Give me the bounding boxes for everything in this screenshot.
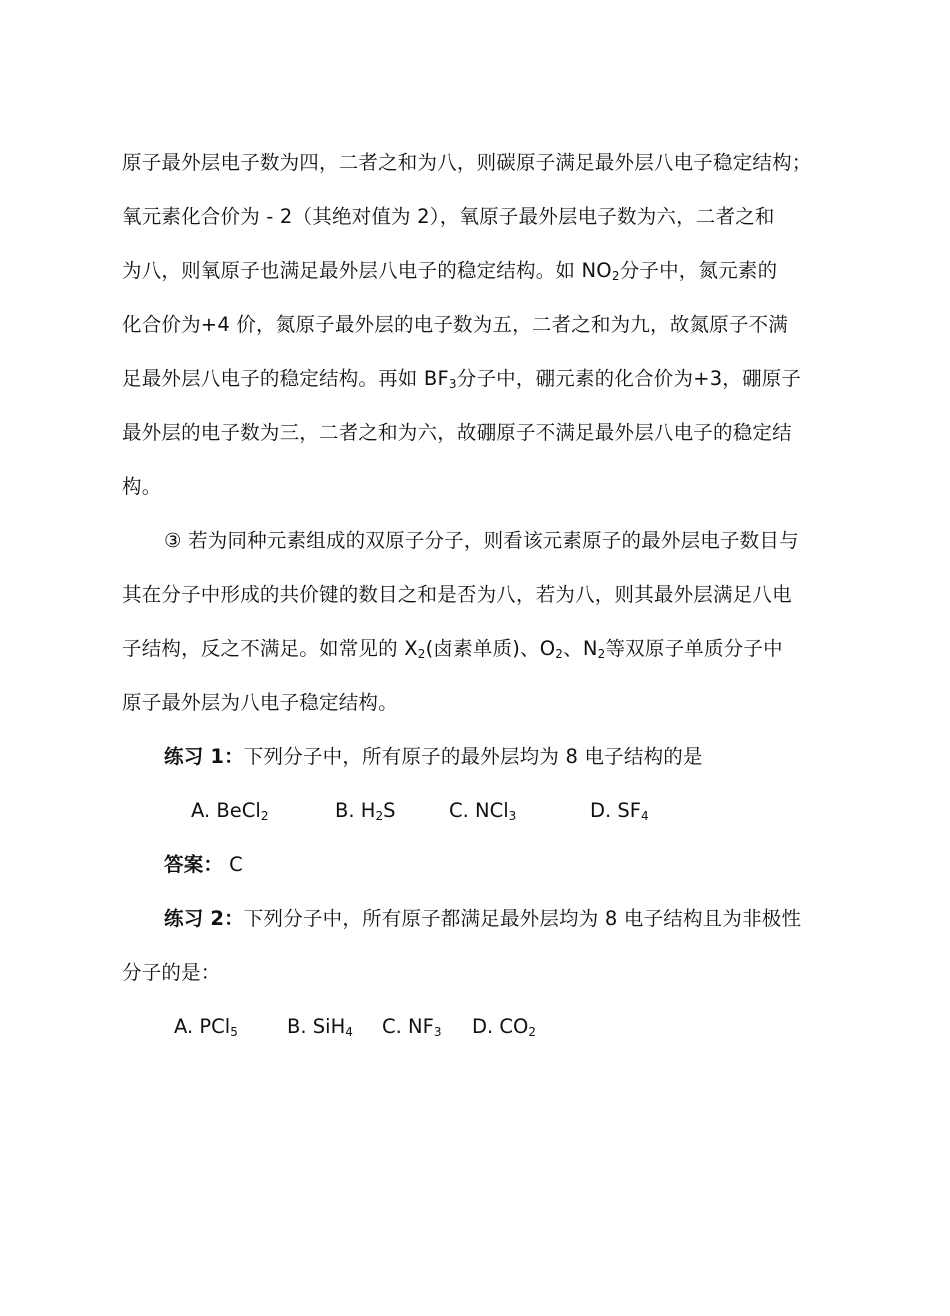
text-line xyxy=(122,688,398,718)
text-line xyxy=(122,364,801,394)
subscript: 2 xyxy=(555,647,564,661)
text-line xyxy=(122,634,783,664)
option-d xyxy=(590,796,649,826)
question-text: 下列分子中，所有原子都满足最外层均为 8 电子结构且为非极性 xyxy=(243,907,802,930)
option-text: D. CO xyxy=(472,1015,529,1038)
subscript: 2 xyxy=(611,269,620,283)
text-line xyxy=(122,580,792,610)
text-span: ③ 若为同种元素组成的双原子分子，则看该元素原子的最外层电子数目与 xyxy=(164,529,799,552)
subscript: 2 xyxy=(597,647,606,661)
subscript: 2 xyxy=(375,809,384,823)
question-text: 分子的是： xyxy=(122,961,221,984)
option-b xyxy=(335,796,395,826)
answer-label: 答案： xyxy=(164,853,224,876)
text-line xyxy=(122,310,788,340)
answer-value: C xyxy=(229,853,243,876)
text-line xyxy=(122,418,792,448)
question-text: 下列分子中，所有原子的最外层均为 8 电子结构的是 xyxy=(243,745,703,768)
text-line xyxy=(122,202,775,232)
subscript: 3 xyxy=(433,1025,442,1039)
text-span: 氧元素化合价为 - 2（其绝对值为 2），氧原子最外层电子数为六，二者之和 xyxy=(122,205,775,228)
subscript: 4 xyxy=(345,1025,353,1039)
option-text: C. NF xyxy=(382,1015,434,1038)
option-c xyxy=(382,1012,441,1042)
text-span: 最外层的电子数为三，二者之和为六，故硼原子不满足最外层八电子的稳定结 xyxy=(122,421,792,444)
text-line xyxy=(122,958,221,988)
option-text: B. SiH xyxy=(287,1015,346,1038)
exercise-label: 练习 1： xyxy=(164,745,244,768)
exercise-2-question xyxy=(164,904,801,934)
subscript: 2 xyxy=(417,647,426,661)
text-line xyxy=(122,148,812,178)
subscript: 3 xyxy=(448,377,457,391)
text-span: 为八，则氧原子也满足最外层八电子的稳定结构。如 NO xyxy=(122,259,612,282)
text-span: 分子中，硼元素的化合价为+3，硼原子 xyxy=(456,367,802,390)
option-a xyxy=(174,1012,238,1042)
text-line xyxy=(122,472,161,502)
subscript: 3 xyxy=(508,809,517,823)
subscript: 5 xyxy=(230,1025,238,1039)
text-line xyxy=(164,526,799,556)
text-span: 其在分子中形成的共价键的数目之和是否为八，若为八，则其最外层满足八电 xyxy=(122,583,792,606)
answer-line xyxy=(164,850,243,880)
text-span: 原子最外层为八电子稳定结构。 xyxy=(122,691,398,714)
text-span: 足最外层八电子的稳定结构。再如 BF xyxy=(122,367,449,390)
option-b xyxy=(287,1012,353,1042)
text-span: 、N xyxy=(563,637,598,660)
text-span: 分子中，氮元素的 xyxy=(619,259,778,282)
option-text: S xyxy=(383,799,396,822)
text-span: 原子最外层电子数为四，二者之和为八，则碳原子满足最外层八电子稳定结构； xyxy=(122,151,812,174)
exercise-label: 练习 2： xyxy=(164,907,244,930)
text-span: 等双原子单质分子中 xyxy=(605,637,783,660)
text-line xyxy=(122,256,777,286)
subscript: 2 xyxy=(260,809,269,823)
text-span: 子结构，反之不满足。如常见的 X xyxy=(122,637,418,660)
option-d xyxy=(472,1012,536,1042)
subscript: 4 xyxy=(641,809,649,823)
option-a xyxy=(191,796,268,826)
option-text: B. H xyxy=(335,799,376,822)
text-span: 化合价为+4 价，氮原子最外层的电子数为五，二者之和为九，故氮原子不满 xyxy=(122,313,788,336)
option-text: D. SF xyxy=(590,799,642,822)
option-c xyxy=(449,796,516,826)
option-text: A. PCl xyxy=(174,1015,231,1038)
option-text: A. BeCl xyxy=(191,799,261,822)
text-span: (卤素单质)、O xyxy=(425,637,556,660)
exercise-1-question xyxy=(164,742,703,772)
text-span: 构。 xyxy=(122,475,162,498)
option-text: C. NCl xyxy=(449,799,509,822)
subscript: 2 xyxy=(528,1025,537,1039)
